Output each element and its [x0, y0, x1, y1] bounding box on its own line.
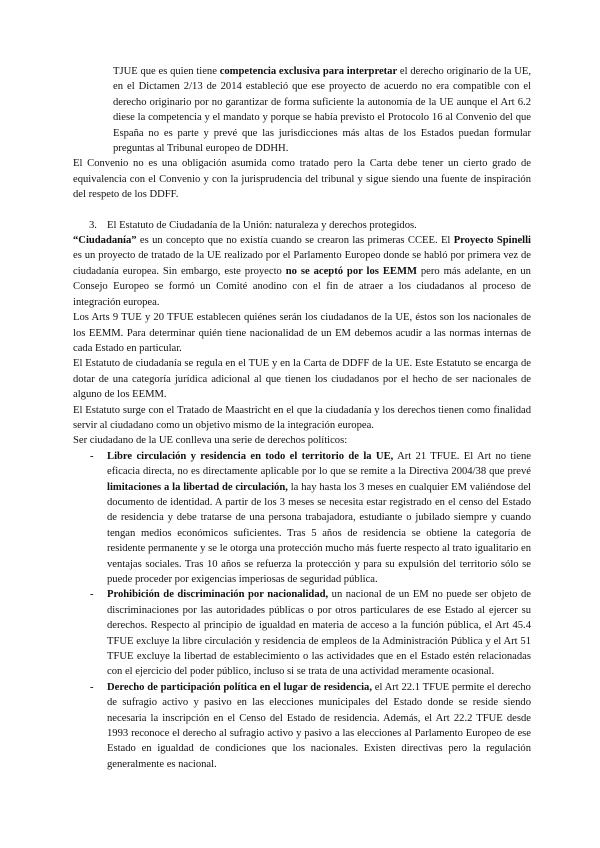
dash-marker: -: [90, 450, 94, 462]
bold-span: limitaciones a la libertad de circulación,: [107, 481, 288, 493]
text-span: la hay hasta los 3 meses en cualquier EM valiéndose del documento de identidad. A partir de los 3 meses se necesita estar registrado en el censo del Estado de residencia y debe tratarse de una persona trabajadora, estudiante o jubilado siempre y cuando tengan medios económicos suficientes. Tras 5 años de residencia se obtiene la categoría de residente permanente y se le otorga una protección mucho más fuerte respecto al trato igualitario en ventajas sociales. Tras 10 años se refuerza la protección y para su expulsión del territorio sólo se puede proceder por exigencias imperiosas de seguridad pública.: [107, 481, 531, 585]
estatuto-paragraph: El Estatuto de ciudadanía se regula en el TUE y en la Carta de DDFF de la UE. Este Estatuto se encarga de dotar de una categoría jurídica adicional al que tienen los ciudadanos por el hecho de ser nacionales de alguno de los EEMM.: [73, 358, 531, 401]
arts-paragraph: Los Arts 9 TUE y 20 TFUE establecen quiénes serán los ciudadanos de la UE, éstos son los nacionales de los EEMM. Para determinar quién tiene nacionalidad de un EM debemos acudir a las normas internas de cada Estado en particular.: [73, 312, 531, 354]
text-span: Art 21 TFUE. El Art no tiene eficacia directa, no es directamente aplicable por lo que se remite a la Directiva 2004/38 que prevé: [107, 450, 531, 478]
dash-marker: -: [90, 589, 94, 601]
maastricht-paragraph: El Estatuto surge con el Tratado de Maastricht en el que la ciudadanía y los derechos tienen como finalidad servir al ciudadano como un objetivo mismo de la integración europea.: [73, 404, 531, 431]
list-item: [73, 680, 531, 772]
text-span: un nacional de un EM no puede ser objeto de discriminaciones por las autoridades públicas o por otros particulares de ese Estado al ejercer su derechos. Respecto al principio de igualdad en materia de acceso a la función pública, el Art 45.4 TFUE excluye la libre circulación y residencia de empleos de la Administración Pública y el Art 51 TFUE excluye la libertad de establecimiento o las actividades que en el Estado estén relacionadas con el ejercicio del poder público, incluso si se trata de una actividad meramente ocasional.: [107, 589, 531, 678]
list-item: [73, 449, 531, 588]
section-title: El Estatuto de Ciudadanía de la Unión: naturaleza y derechos protegidos.: [107, 219, 417, 231]
bold-span: Libre circulación y residencia en todo el territorio de la UE,: [107, 450, 394, 462]
convenio-paragraph: El Convenio no es una obligación asumida como tratado pero la Carta debe tener un cierto grado de equivalencia con el Convenio y con la jurisprudencia del tribunal y sigue siendo una fuente de inspiración del respeto de los DDFF.: [73, 158, 531, 201]
rights-list: [73, 449, 531, 773]
section-number: 3.: [89, 219, 97, 231]
bold-span: competencia exclusiva para interpretar: [219, 66, 398, 77]
bold-span: Proyecto Spinelli: [453, 235, 531, 247]
list-item: [73, 587, 531, 679]
intro-paragraph: [113, 64, 531, 156]
bold-span: no se aceptó por los EEMM: [285, 265, 417, 277]
text-span: es un concepto que no existía cuando se crearon las primeras CCEE. El: [136, 235, 454, 247]
conlleva-paragraph: Ser ciudadano de la UE conlleva una serie de derechos políticos:: [73, 435, 348, 447]
text-span: el derecho originario de la UE, en el Dictamen 2/13 de 2014 estableció que ese proyecto de acuerdo no era compatible con el derecho originario por no garantizar de forma suficiente la autonomía de la UE aunque el Art 6.2 diese la competencia y el mandato y porque se había previsto el Protocolo 16 al Convenio del que España no es parte y prevé que las jurisdicciones más altas de los Estados puedan formular preguntas al Tribunal europeo de DDHH.: [113, 66, 532, 155]
text-span: el Art 22.1 TFUE permite el derecho de sufragio activo y pasivo en las elecciones municipales del Estado donde se reside siendo necesaria la inscripción en el Censo del Estado de residencia. Además, el Art 22.2 TFUE desde 1993 reconoce el derecho al sufragio activo y pasivo a las elecciones al Parlamento Europeo de ese Estado en igualdad de condiciones que los nacionales. Existen directivas pero la regulación generalmente es nacional.: [107, 681, 531, 770]
bold-span: Prohibición de discriminación por nacionalidad,: [107, 589, 329, 601]
text-span: es un proyecto de tratado de la UE realizado por el Parlamento Europeo donde se habló por primera vez de ciudadanía europea. Sin embargo, este proyecto: [73, 250, 531, 277]
bold-span: Derecho de participación política en el lugar de residencia,: [107, 681, 372, 693]
text-span: pero más adelante, en un Consejo Europeo se formó un Comité anodino con el fin de atraer a los ciudadanos al proceso de integración europea.: [73, 265, 531, 308]
ciudadania-paragraph: [73, 233, 531, 310]
text-span: TJUE que es quien tiene: [113, 66, 220, 77]
dash-marker: -: [90, 681, 94, 693]
document-page: [73, 64, 531, 772]
section-heading: [89, 218, 531, 233]
bold-span: “Ciudadanía”: [73, 235, 137, 247]
